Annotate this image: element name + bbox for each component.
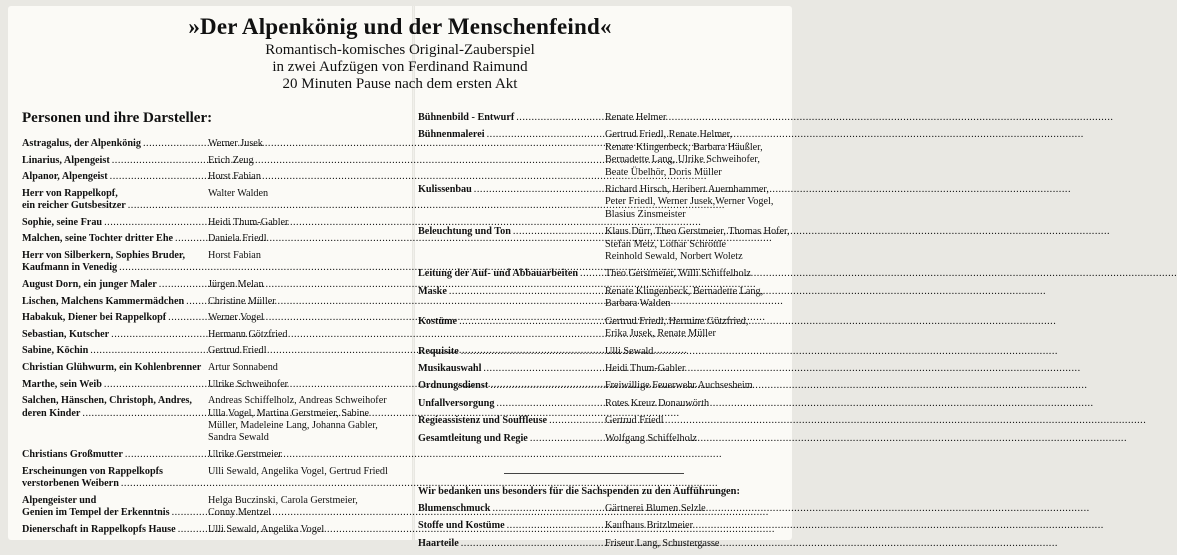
credit-entry bbox=[418, 380, 784, 392]
role-text: verstorbenen Weibern bbox=[22, 477, 119, 489]
credit-entry bbox=[418, 184, 784, 221]
name-line: Daniela Friedl bbox=[208, 233, 267, 245]
name-line: Sandra Sewald bbox=[208, 432, 269, 444]
dot-leader bbox=[496, 398, 1093, 410]
credit-entry bbox=[22, 345, 406, 357]
name-line: Walter Walden bbox=[208, 187, 269, 199]
program-header bbox=[8, 12, 792, 93]
credit-entry bbox=[22, 188, 406, 213]
role-text: Bühnenbild - Entwurf bbox=[418, 112, 515, 123]
credit-entry bbox=[418, 503, 784, 515]
role-text: Lischen, Malchens Kammermädchen bbox=[22, 295, 185, 307]
name-line: Theo Gerstmeier, Willi Schiffelholz bbox=[605, 268, 751, 280]
credit-entry bbox=[418, 316, 784, 341]
role-text: Malchen, seine Tochter dritter Ehe bbox=[22, 233, 174, 245]
role-line bbox=[22, 362, 204, 374]
role-text: Musikauswahl bbox=[418, 362, 482, 374]
subtitle-line: 20 Minuten Pause nach dem ersten Akt bbox=[282, 76, 518, 92]
role-text: Sophie, seine Frau bbox=[22, 216, 103, 228]
role-line bbox=[22, 524, 204, 536]
cast-list bbox=[22, 138, 406, 536]
play-title: »Der Alpenkönig und der Menschenfeind« bbox=[188, 14, 612, 39]
cast-heading: Personen und ihre Darsteller: bbox=[22, 110, 213, 126]
role-label bbox=[22, 312, 204, 324]
role-label bbox=[22, 495, 204, 520]
name-line: Barbara Walden bbox=[605, 298, 671, 310]
role-text: Kaufmann in Venedig bbox=[22, 262, 118, 274]
credit-entry bbox=[22, 217, 406, 229]
credit-entry bbox=[22, 466, 406, 491]
credit-entry bbox=[22, 171, 406, 183]
name-line: Ulla Vogel, Martina Gerstmeier, Sabine bbox=[208, 407, 370, 419]
role-text: Kostüme bbox=[418, 315, 458, 327]
role-label bbox=[22, 171, 204, 183]
name-line: Friseur Lang, Schustergasse bbox=[605, 537, 720, 549]
role-label bbox=[418, 398, 601, 410]
subtitle-line: in zwei Aufzügen von Ferdinand Raimund bbox=[272, 59, 528, 75]
role-text: Habakuk, Diener bei Rappelkopf bbox=[22, 312, 167, 324]
dot-leader bbox=[459, 316, 1056, 328]
role-line bbox=[22, 233, 204, 245]
credit-entry bbox=[418, 226, 790, 263]
role-text: Beleuchtung und Ton bbox=[418, 226, 511, 238]
role-text: August Dorn, ein junger Maler bbox=[22, 278, 157, 290]
role-label bbox=[22, 362, 204, 374]
role-text: Blumenschmuck bbox=[418, 502, 491, 514]
dot-leader bbox=[490, 380, 1087, 392]
role-text: ein reicher Gutsbesitzer bbox=[22, 200, 126, 212]
dot-leader bbox=[516, 112, 1113, 124]
role-line: Erscheinungen von Rappelkopfs bbox=[22, 465, 163, 477]
role-text: Alpanor, Alpengeist bbox=[22, 171, 108, 183]
dot-leader bbox=[449, 286, 1046, 298]
dot-leader bbox=[492, 503, 1089, 515]
name-line: Artur Sonnabend bbox=[208, 361, 278, 373]
credit-entry bbox=[418, 398, 784, 410]
role-line bbox=[22, 217, 204, 229]
credit-entry bbox=[418, 538, 784, 550]
name-line: Werner Vogel bbox=[208, 312, 264, 324]
role-line bbox=[418, 184, 601, 196]
name-line: Freiwillige Feuerwehr Auchsesheim bbox=[605, 380, 753, 392]
role-label bbox=[418, 268, 601, 280]
role-line bbox=[22, 279, 204, 291]
dot-leader bbox=[203, 362, 204, 374]
role-text: Sabine, Köchin bbox=[22, 345, 89, 357]
role-label bbox=[418, 129, 601, 179]
name-line: Erich Zeug bbox=[208, 154, 254, 166]
role-line bbox=[418, 363, 601, 375]
credit-entry bbox=[22, 312, 406, 324]
thanks-list bbox=[418, 503, 784, 550]
role-line bbox=[418, 346, 601, 358]
credit-entry bbox=[418, 286, 784, 311]
dot-leader bbox=[507, 520, 1104, 532]
credit-entry bbox=[22, 233, 406, 245]
role-line bbox=[418, 268, 601, 280]
credit-entry bbox=[22, 379, 406, 391]
thanks-heading: Wir bedanken uns besonders für die Sachspenden zu den Aufführungen: bbox=[418, 485, 740, 497]
dot-leader bbox=[530, 433, 1127, 445]
role-text: Leitung der Auf- und Abbauarbeiten bbox=[418, 268, 579, 280]
role-text: Dienerschaft in Rappelkopfs Hause bbox=[22, 523, 176, 535]
role-line bbox=[418, 433, 601, 445]
name-line: Kaufhaus Britzlmeier bbox=[605, 520, 693, 532]
role-label bbox=[418, 538, 601, 550]
name-line: Renate Klingenbeck, Bernadette Lang, bbox=[605, 285, 764, 297]
name-line: Ulli Sewald, Angelika Vogel bbox=[208, 523, 325, 535]
role-text: deren Kinder bbox=[22, 407, 81, 419]
role-line bbox=[22, 478, 204, 490]
role-label bbox=[22, 296, 204, 308]
role-text: Gesamtleitung und Regie bbox=[418, 432, 528, 444]
dot-leader bbox=[461, 538, 1058, 550]
role-line bbox=[22, 138, 204, 150]
credit-entry bbox=[22, 155, 406, 167]
name-line: Ulli Sewald, Angelika Vogel, Gertrud Friedl bbox=[208, 465, 388, 477]
role-line bbox=[22, 449, 204, 461]
role-text: Sebastian, Kutscher bbox=[22, 328, 110, 340]
role-text: Marthe, sein Weib bbox=[22, 378, 102, 390]
role-line bbox=[22, 296, 204, 308]
role-line bbox=[418, 286, 601, 298]
name-line: Blasius Zinsmeister bbox=[605, 208, 686, 220]
credit-entry bbox=[418, 520, 784, 532]
role-line bbox=[22, 507, 204, 519]
role-label bbox=[418, 415, 601, 427]
dot-leader bbox=[461, 346, 1058, 358]
role-line bbox=[418, 112, 601, 124]
name-line: Heidi Thum-Gabler bbox=[605, 362, 686, 374]
crew-list bbox=[418, 112, 790, 445]
role-line bbox=[418, 398, 601, 410]
role-label bbox=[418, 503, 601, 515]
role-text: Requisite bbox=[418, 345, 459, 357]
role-line bbox=[22, 379, 204, 391]
role-label bbox=[418, 184, 601, 221]
credit-entry bbox=[22, 329, 406, 341]
role-line bbox=[418, 129, 601, 141]
dot-leader bbox=[474, 184, 1071, 196]
credit-entry bbox=[22, 495, 406, 520]
role-text: Stoffe und Kostüme bbox=[418, 520, 505, 532]
name-line: Helga Buczinski, Carola Gerstmeier, bbox=[208, 494, 358, 506]
credit-entry bbox=[418, 415, 784, 427]
role-text: Bühnenmalerei bbox=[418, 129, 485, 141]
dot-leader bbox=[549, 415, 1146, 427]
role-line bbox=[22, 312, 204, 324]
role-line bbox=[418, 538, 601, 550]
crew-column bbox=[418, 112, 790, 555]
dot-leader bbox=[580, 268, 1177, 280]
role-line bbox=[418, 520, 601, 532]
name-line: Wolfgang Schiffelholz bbox=[605, 432, 698, 444]
role-label bbox=[418, 520, 601, 532]
role-text: Kulissenbau bbox=[418, 184, 472, 196]
role-line bbox=[418, 316, 601, 328]
name-line: Richard Hirsch, Heribert Auernhammer, bbox=[605, 184, 769, 196]
credit-entry bbox=[22, 449, 406, 461]
name-line: Beate Übelhör, Doris Müller bbox=[605, 166, 722, 178]
role-label bbox=[22, 279, 204, 291]
role-label bbox=[22, 345, 204, 357]
role-text: Haarteile bbox=[418, 537, 459, 549]
role-text: Genien im Tempel der Erkenntnis bbox=[22, 506, 170, 518]
role-label bbox=[22, 524, 204, 536]
credit-entry bbox=[418, 346, 784, 358]
credit-entry bbox=[22, 279, 406, 291]
name-line: Erika Jusek, Renate Müller bbox=[605, 328, 716, 340]
name-line: Stefan Metz, Lothar Schröttle bbox=[605, 238, 727, 250]
program-page bbox=[8, 6, 792, 549]
performer-names bbox=[204, 395, 406, 445]
name-line: Gertrud Friedl, Renate Helmer, bbox=[605, 129, 733, 141]
role-label bbox=[22, 155, 204, 167]
dot-leader bbox=[487, 129, 1084, 141]
credit-entry bbox=[22, 362, 406, 374]
role-line: Herr von Rappelkopf, bbox=[22, 187, 118, 199]
name-line: Renate Helmer bbox=[605, 112, 667, 123]
credit-entry bbox=[22, 138, 406, 150]
name-line: Klaus Dürr, Theo Gerstmeier, Thomas Hofer, bbox=[605, 226, 790, 238]
role-line: Alpengeister und bbox=[22, 494, 97, 506]
name-line: Bernadette Lang, Ulrike Schweihofer, bbox=[605, 154, 760, 166]
credit-entry bbox=[418, 112, 784, 124]
credit-entry bbox=[418, 433, 784, 445]
name-line: Rotes Kreuz Donauwörth bbox=[605, 397, 710, 409]
name-line: Ulrike Schweihofer bbox=[208, 378, 289, 390]
credit-entry bbox=[418, 363, 784, 375]
role-line bbox=[418, 503, 601, 515]
role-label bbox=[22, 466, 204, 491]
role-text: Unfallversorgung bbox=[418, 397, 495, 409]
name-line: Horst Fabian bbox=[208, 249, 261, 261]
role-line bbox=[22, 200, 204, 212]
role-text: Astragalus, der Alpenkönig bbox=[22, 138, 141, 149]
role-line bbox=[22, 345, 204, 357]
dot-leader bbox=[513, 226, 1110, 238]
name-line: Andreas Schiffelholz, Andreas Schweihofer bbox=[208, 395, 387, 407]
name-line: Müller, Madeleine Lang, Johanna Gabler, bbox=[208, 419, 378, 431]
role-line bbox=[418, 380, 601, 392]
credit-entry bbox=[22, 250, 406, 275]
dot-leader bbox=[483, 363, 1080, 375]
role-label bbox=[418, 433, 601, 445]
role-text: Regieassistenz und Souffleuse bbox=[418, 415, 548, 427]
name-line: Gertrud Friedl bbox=[208, 345, 267, 357]
name-line: Werner Jusek bbox=[208, 138, 263, 149]
name-line: Gärtnerei Blumen Selzle bbox=[605, 502, 706, 514]
role-line bbox=[22, 155, 204, 167]
name-line: Gertrud Friedl, Hermine Götzfried, bbox=[605, 315, 749, 327]
role-label bbox=[22, 138, 204, 150]
name-line: Peter Friedl, Werner Jusek,Werner Vogel, bbox=[605, 196, 774, 208]
cast-column bbox=[22, 110, 406, 540]
name-line: Heidi Thum-Gabler bbox=[208, 216, 289, 228]
role-line: Salchen, Hänschen, Christoph, Andres, bbox=[22, 395, 192, 407]
role-label bbox=[22, 379, 204, 391]
subtitle-line: Romantisch-komisches Original-Zauberspiel bbox=[265, 42, 535, 58]
role-label bbox=[22, 449, 204, 461]
name-line: Christine Müller bbox=[208, 295, 276, 307]
role-line bbox=[22, 408, 204, 420]
name-line: Gertrud Friedl bbox=[605, 415, 664, 427]
role-label bbox=[22, 395, 204, 445]
credit-entry bbox=[418, 268, 784, 280]
name-line: Horst Fabian bbox=[208, 171, 261, 183]
role-line bbox=[22, 329, 204, 341]
name-line: Ulrike Gerstmeier bbox=[208, 448, 282, 460]
role-line bbox=[418, 226, 601, 238]
role-line bbox=[22, 262, 204, 274]
credit-entry bbox=[418, 129, 784, 179]
role-text: Christians Großmutter bbox=[22, 448, 123, 460]
role-label bbox=[418, 380, 601, 392]
role-label bbox=[418, 363, 601, 375]
role-line: Herr von Silberkern, Sophies Bruder, bbox=[22, 249, 186, 261]
role-label bbox=[418, 112, 601, 124]
role-label bbox=[418, 286, 601, 311]
role-text: Linarius, Alpengeist bbox=[22, 154, 110, 166]
role-line bbox=[418, 415, 601, 427]
role-text: Christian Glühwurm, ein Kohlenbrenner bbox=[22, 361, 202, 373]
name-line: Renate Klingenbeck, Barbara Häußler, bbox=[605, 141, 763, 153]
role-label bbox=[418, 226, 601, 263]
divider-line bbox=[504, 473, 684, 474]
role-label bbox=[418, 316, 601, 341]
name-line: Reinhold Sewald, Norbert Woletz bbox=[605, 251, 743, 263]
name-line: Jürgen Melan bbox=[208, 278, 264, 290]
name-line: Hermann Götzfried bbox=[208, 328, 288, 340]
credit-entry bbox=[22, 524, 406, 536]
name-line: Ulli Sewald bbox=[605, 345, 654, 357]
credit-entry bbox=[22, 395, 406, 445]
role-label bbox=[22, 233, 204, 245]
role-label bbox=[22, 217, 204, 229]
role-label bbox=[22, 250, 204, 275]
performer-names bbox=[204, 362, 406, 374]
role-label bbox=[22, 329, 204, 341]
role-text: Ordnungsdienst bbox=[418, 380, 489, 392]
role-text: Maske bbox=[418, 285, 447, 297]
credit-entry bbox=[22, 296, 406, 308]
role-label bbox=[418, 346, 601, 358]
role-line bbox=[22, 171, 204, 183]
name-line: Conny Mentzel bbox=[208, 506, 272, 518]
role-label bbox=[22, 188, 204, 213]
